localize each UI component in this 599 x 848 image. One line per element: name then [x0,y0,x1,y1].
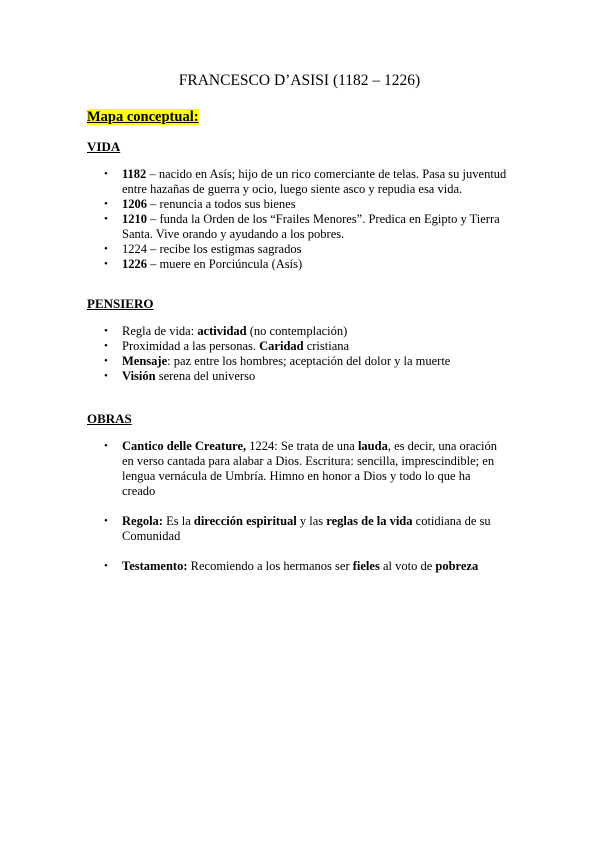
list-item [87,197,512,212]
list-item [104,439,505,499]
bullet-icon: • [104,325,108,337]
item-year: 1206 [122,197,147,211]
item-text: Recomiendo a los hermanos ser [187,559,353,573]
list-item [87,167,512,197]
item-text: al voto de [379,559,436,573]
item-keyword: Caridad [259,339,304,353]
bullet-icon: • [104,560,108,572]
item-keyword: actividad [197,324,247,338]
item-keyword: pobreza [435,559,479,573]
item-keyword: fieles [352,559,380,573]
bullet-icon: • [104,340,108,352]
item-text: Proximidad a las personas. [122,339,260,353]
list-item [87,369,512,384]
list-item [104,514,505,544]
item-text: (no contemplación) [246,324,348,338]
item-text: – nacido en Asís; hijo de un rico comerciante de telas. Pasa su juventud entre hazañas de guerra y ocio, luego siente asco y repudia esa vida. [122,167,507,196]
concept-map-label: Mapa conceptual: [87,109,199,125]
section-heading-vida: VIDA [87,139,121,154]
item-text: Regla de vida: [122,324,198,338]
bullet-icon: • [104,198,108,210]
item-keyword: dirección espiritual [193,514,297,528]
bullet-icon: • [104,168,108,180]
bullet-icon: • [104,440,108,452]
list-item [104,559,505,574]
list-item [87,354,512,369]
page-title: FRANCESCO D’ASISI (1182 – 1226) [178,72,421,89]
item-text: – renuncia a todos sus bienes [147,197,296,211]
item-text: cotidiana de su Comunidad [122,514,491,543]
item-text: – funda la Orden de los “Frailes Menores”. Predica en Egipto y Tierra Santa. Vive orando y ayudando a los pobres. [122,212,500,241]
item-text: : paz entre los hombres; aceptación del dolor y la muerte [167,354,451,368]
item-keyword: reglas de la vida [326,514,413,528]
item-text: y las [296,514,327,528]
list-item [87,257,512,272]
item-text: – muere en Porciúncula (Asís) [147,257,303,271]
work-title: Cantico delle Creature, [122,439,247,453]
item-text: 1224: Se trata de una [246,439,358,453]
bullet-icon: • [104,258,108,270]
item-text: Es la [162,514,194,528]
item-text: 1224 – recibe los estigmas sagrados [122,242,302,256]
bullet-icon: • [104,355,108,367]
work-title: Regola: [122,514,163,528]
item-text: , es decir, una oración en verso cantada para alabar a Dios. Escritura: sencilla, imprescindible; en lengua vernácula de Umbría. Himno en honor a Dios y todo lo que ha creado [122,439,498,498]
list-item [87,242,512,257]
item-text: serena del universo [155,369,256,383]
item-keyword: lauda [357,439,388,453]
list-item [87,339,512,354]
item-year: 1226 [122,257,147,271]
obras-list [104,439,505,589]
vida-list [87,167,512,272]
item-text: cristiana [303,339,350,353]
section-heading-pensiero: PENSIERO [87,296,154,311]
list-item [87,324,512,339]
item-keyword: Mensaje [122,354,168,368]
pensiero-list [87,324,512,384]
list-item [87,212,512,242]
bullet-icon: • [104,213,108,225]
item-year: 1210 [122,212,147,226]
bullet-icon: • [104,370,108,382]
concept-map-heading [87,109,199,126]
item-year: 1182 [122,167,147,181]
bullet-icon: • [104,243,108,255]
bullet-icon: • [104,515,108,527]
item-keyword: Visión [122,369,156,383]
work-title: Testamento: [122,559,188,573]
section-heading-obras: OBRAS [87,411,132,426]
